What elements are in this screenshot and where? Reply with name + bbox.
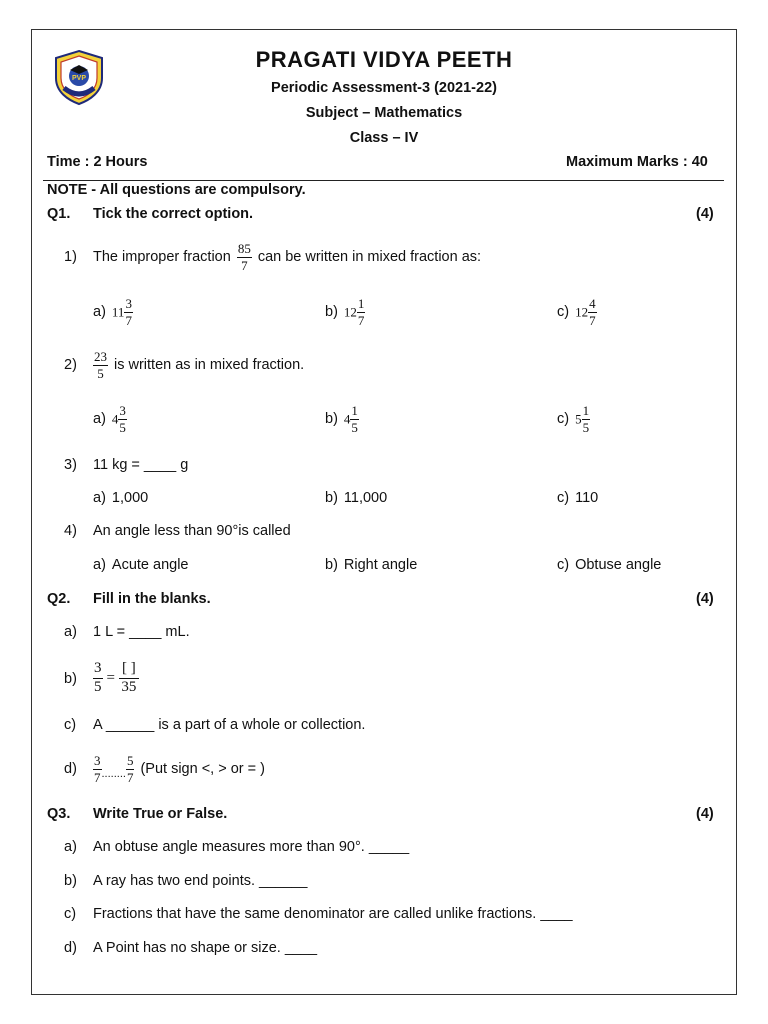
q2-marks: (4) xyxy=(696,591,714,607)
q1-item3-option-b[interactable]: b) 11,000 xyxy=(325,490,388,506)
fraction: $\frac{3}{7}$ xyxy=(94,752,101,785)
q1-number: Q1. xyxy=(47,206,71,222)
q3-b-text: A ray has two end points. ______ xyxy=(93,873,308,889)
q3-b-label: b) xyxy=(64,873,77,889)
q3-c-text: Fractions that have the same denominator are called unlike fractions. ____ xyxy=(93,906,573,922)
q2-number: Q2. xyxy=(47,591,71,607)
q1-title: Tick the correct option. xyxy=(93,206,254,222)
max-marks-label: Maximum Marks : 40 xyxy=(566,154,708,170)
q1-item1-option-c[interactable]: c) 12 $\frac{4}{7}$ xyxy=(557,295,596,328)
q3-a-text: An obtuse angle measures more than 90°. _____ xyxy=(93,839,410,855)
q2-d-comparison xyxy=(93,751,265,787)
q1-item2-option-b[interactable]: b) 4 $\frac{1}{5}$ xyxy=(325,402,358,435)
q3-number: Q3. xyxy=(47,806,71,822)
fraction: $\frac{23}{5}$ xyxy=(94,348,107,381)
fraction: $\frac{85}{7}$ xyxy=(237,240,251,273)
q1-item2-option-c[interactable]: c) 5 $\frac{1}{5}$ xyxy=(557,402,590,435)
q1-item1-text xyxy=(93,239,481,275)
q2-d-label: d) xyxy=(64,761,77,777)
q1-item3-option-c[interactable]: c) 110 xyxy=(557,490,599,506)
q1-item1-option-b[interactable]: b) 12 $\frac{1}{7}$ xyxy=(325,295,365,328)
fraction: $\frac{5}{7}$ xyxy=(126,752,134,785)
q3-title: Write True or False. xyxy=(93,806,228,822)
q2-title: Fill in the blanks. xyxy=(93,591,211,607)
q2-a-text: 1 L = ____ mL. xyxy=(93,624,190,640)
q2-b-equation xyxy=(93,656,139,700)
assessment-title: Periodic Assessment-3 (2021-22) xyxy=(271,80,497,96)
subject-title: Subject – Mathematics xyxy=(305,105,463,121)
q1-item4-option-c[interactable]: c) Obtuse angle xyxy=(557,557,662,573)
equals-sign: = xyxy=(106,669,115,686)
q3-c-label: c) xyxy=(64,906,77,922)
q1-item4-option-a[interactable]: a) Acute angle xyxy=(93,557,189,573)
q1-marks: (4) xyxy=(696,206,714,222)
q3-marks: (4) xyxy=(696,806,714,822)
q3-d-label: d) xyxy=(64,940,77,956)
q1-item1-option-a[interactable]: a) 11 $\frac{3}{7}$ xyxy=(93,295,132,328)
q3-a-label: a) xyxy=(64,839,77,855)
q2-b-label: b) xyxy=(64,671,77,687)
q1-item3-number: 3) xyxy=(64,457,77,473)
q1-item3-option-a[interactable]: a) 1,000 xyxy=(93,490,149,506)
q1-item4-number: 4) xyxy=(64,523,77,539)
svg-text:PVP: PVP xyxy=(71,75,87,82)
fraction: $\frac{3}{5}$ xyxy=(94,659,102,695)
school-name: PRAGATI VIDYA PEETH xyxy=(255,47,513,72)
q2-d-instruction: (Put sign <, > or = ) xyxy=(140,760,265,777)
q2-c-label: c) xyxy=(64,717,77,733)
q2-c-text: A ______ is a part of a whole or collection. xyxy=(93,717,366,733)
q1-item3-text: 11 kg = ____ g xyxy=(93,457,189,473)
time-label: Time : 2 Hours xyxy=(47,154,148,170)
q3-d-text: A Point has no shape or size. ____ xyxy=(93,940,318,956)
compare-blank[interactable]: ........ xyxy=(101,767,126,780)
q1-item1-number: 1) xyxy=(64,249,77,265)
q1-item2-number: 2) xyxy=(64,357,77,373)
q1-item1-text-after: can be written in mixed fraction as: xyxy=(257,248,482,265)
class-title: Class – IV xyxy=(349,130,419,146)
q1-item4-option-b[interactable]: b) Right angle xyxy=(325,557,418,573)
header-divider xyxy=(43,180,724,181)
q1-item2-text xyxy=(93,347,304,383)
blank-fraction[interactable]: $\frac{[ ]}{35}$ xyxy=(119,661,139,696)
q1-item4-text: An angle less than 90°is called xyxy=(93,523,291,539)
q1-item2-text-after: is written as in mixed fraction. xyxy=(114,356,305,373)
note-text: NOTE - All questions are compulsory. xyxy=(47,182,306,198)
q1-item1-text-before: The improper fraction xyxy=(93,248,231,265)
q2-a-label: a) xyxy=(64,624,77,640)
q1-item2-option-a[interactable]: a) 4 $\frac{3}{5}$ xyxy=(93,402,126,435)
